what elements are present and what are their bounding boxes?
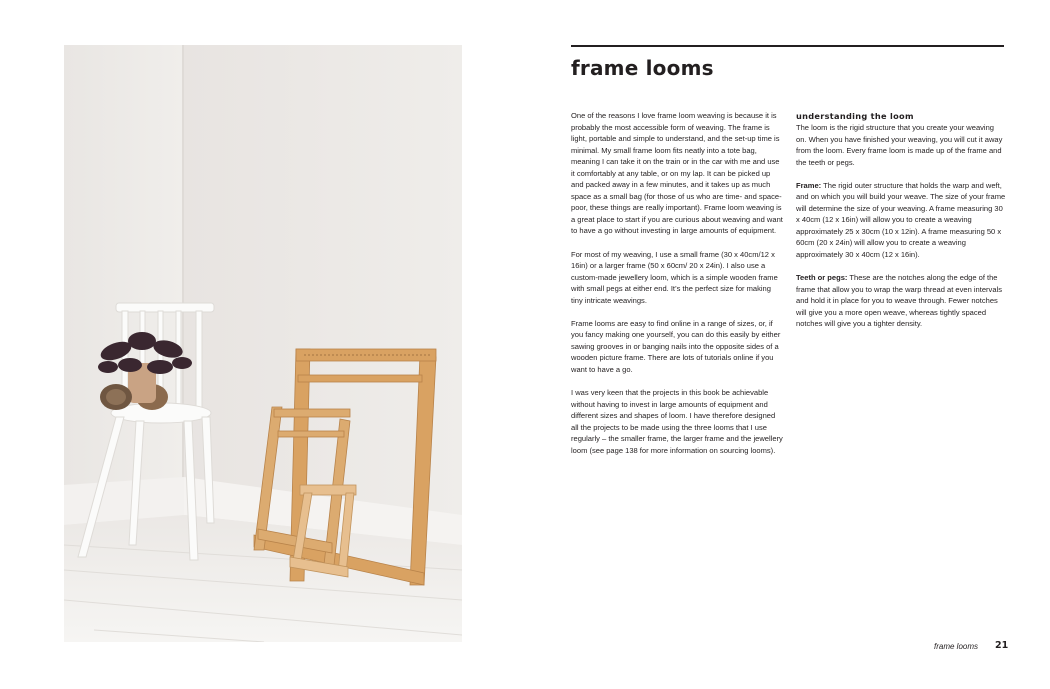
section-heading: understanding the loom: [796, 111, 914, 121]
paragraph-2: For most of my weaving, I use a small frame (30 x 40cm/12 x 16in) or a larger frame (50 x 60cm/ 20 x 24in). I also use a custom-made jewellery loom, which is a simple wooden frame with small pegs at either end. It’s the perfect size for making tiny intricate weavings.: [571, 249, 778, 305]
teeth-text: These are the notches along the edge of the frame that allow you to wrap the warp thread at even intervals and hold it in place for you to weave through. Fewer notches will give you a more open weave, whereas tightly spaced notches will give you a tighter density.: [796, 273, 1002, 329]
intro-paragraph: The loom is the rigid structure that you create your weaving on. When you have finished your weaving, you will cut it away from the loom. Every frame loom is made up of the frame and the teeth or pegs.: [796, 123, 1003, 167]
frame-text: The rigid outer structure that holds the warp and weft, and on which you will build your weave. The size of your frame will determine the size of your weaving. A frame measuring 30 x 40cm (12 x 16in) will allow you to create a weaving approximately 25 x 30cm (10 x 12in). A frame measuring 50 x 60cm (20 x 24in) will allow you to create a weaving approximately 30 x 40cm (12 x 16in).: [796, 180, 1006, 259]
left-column: [571, 110, 783, 468]
paragraph-4: I was very keen that the projects in this book be achievable without having to invest in large amounts of equipment and different sizes and shapes of loom. I have therefore designed all the projects to be made using the three looms that I use regularly – the smaller frame, the larger frame and the jewellery loom (see page 138 for more information on sourcing looms).: [571, 387, 783, 455]
page-number: 21: [995, 640, 1009, 651]
header-rule: [571, 45, 1004, 47]
frame-term: Frame:: [796, 180, 822, 190]
wall-left: [64, 45, 184, 525]
paragraph-1: One of the reasons I love frame loom weaving is because it is probably the most accessible form of weaving. The frame is light, portable and simple to understand, and the set-up time is minimal. My small frame loom fits neatly into a tote bag, meaning I can take it on the train or in the car with me and use it comfortably at any table, or on my lap. It can be picked up and packed away in a few minutes, and it takes up as much space as a small bag (for those of us who are time- and space-poor, these things are really important). Frame loom weaving is a great place to start if you are curious about weaving and want to have a go without investing in large amounts of equipment.: [571, 111, 783, 236]
footer-section-label: frame looms: [934, 642, 979, 651]
paragraph-3: Frame looms are easy to find online in a range of sizes, or, if you fancy making one yourself, you can do this easily by either sawing grooves in or banging nails into the opposite sides of a wooden picture frame. There are lots of tutorials online if you want to have a go.: [571, 318, 781, 374]
teeth-term: Teeth or pegs:: [796, 273, 848, 283]
right-column: [796, 110, 1006, 341]
page-title: frame looms: [571, 56, 714, 80]
photo-frame-looms: [64, 45, 462, 642]
frame-paragraph: [796, 180, 1006, 261]
photo-illustration: [64, 45, 462, 642]
teeth-paragraph: [796, 272, 1006, 330]
